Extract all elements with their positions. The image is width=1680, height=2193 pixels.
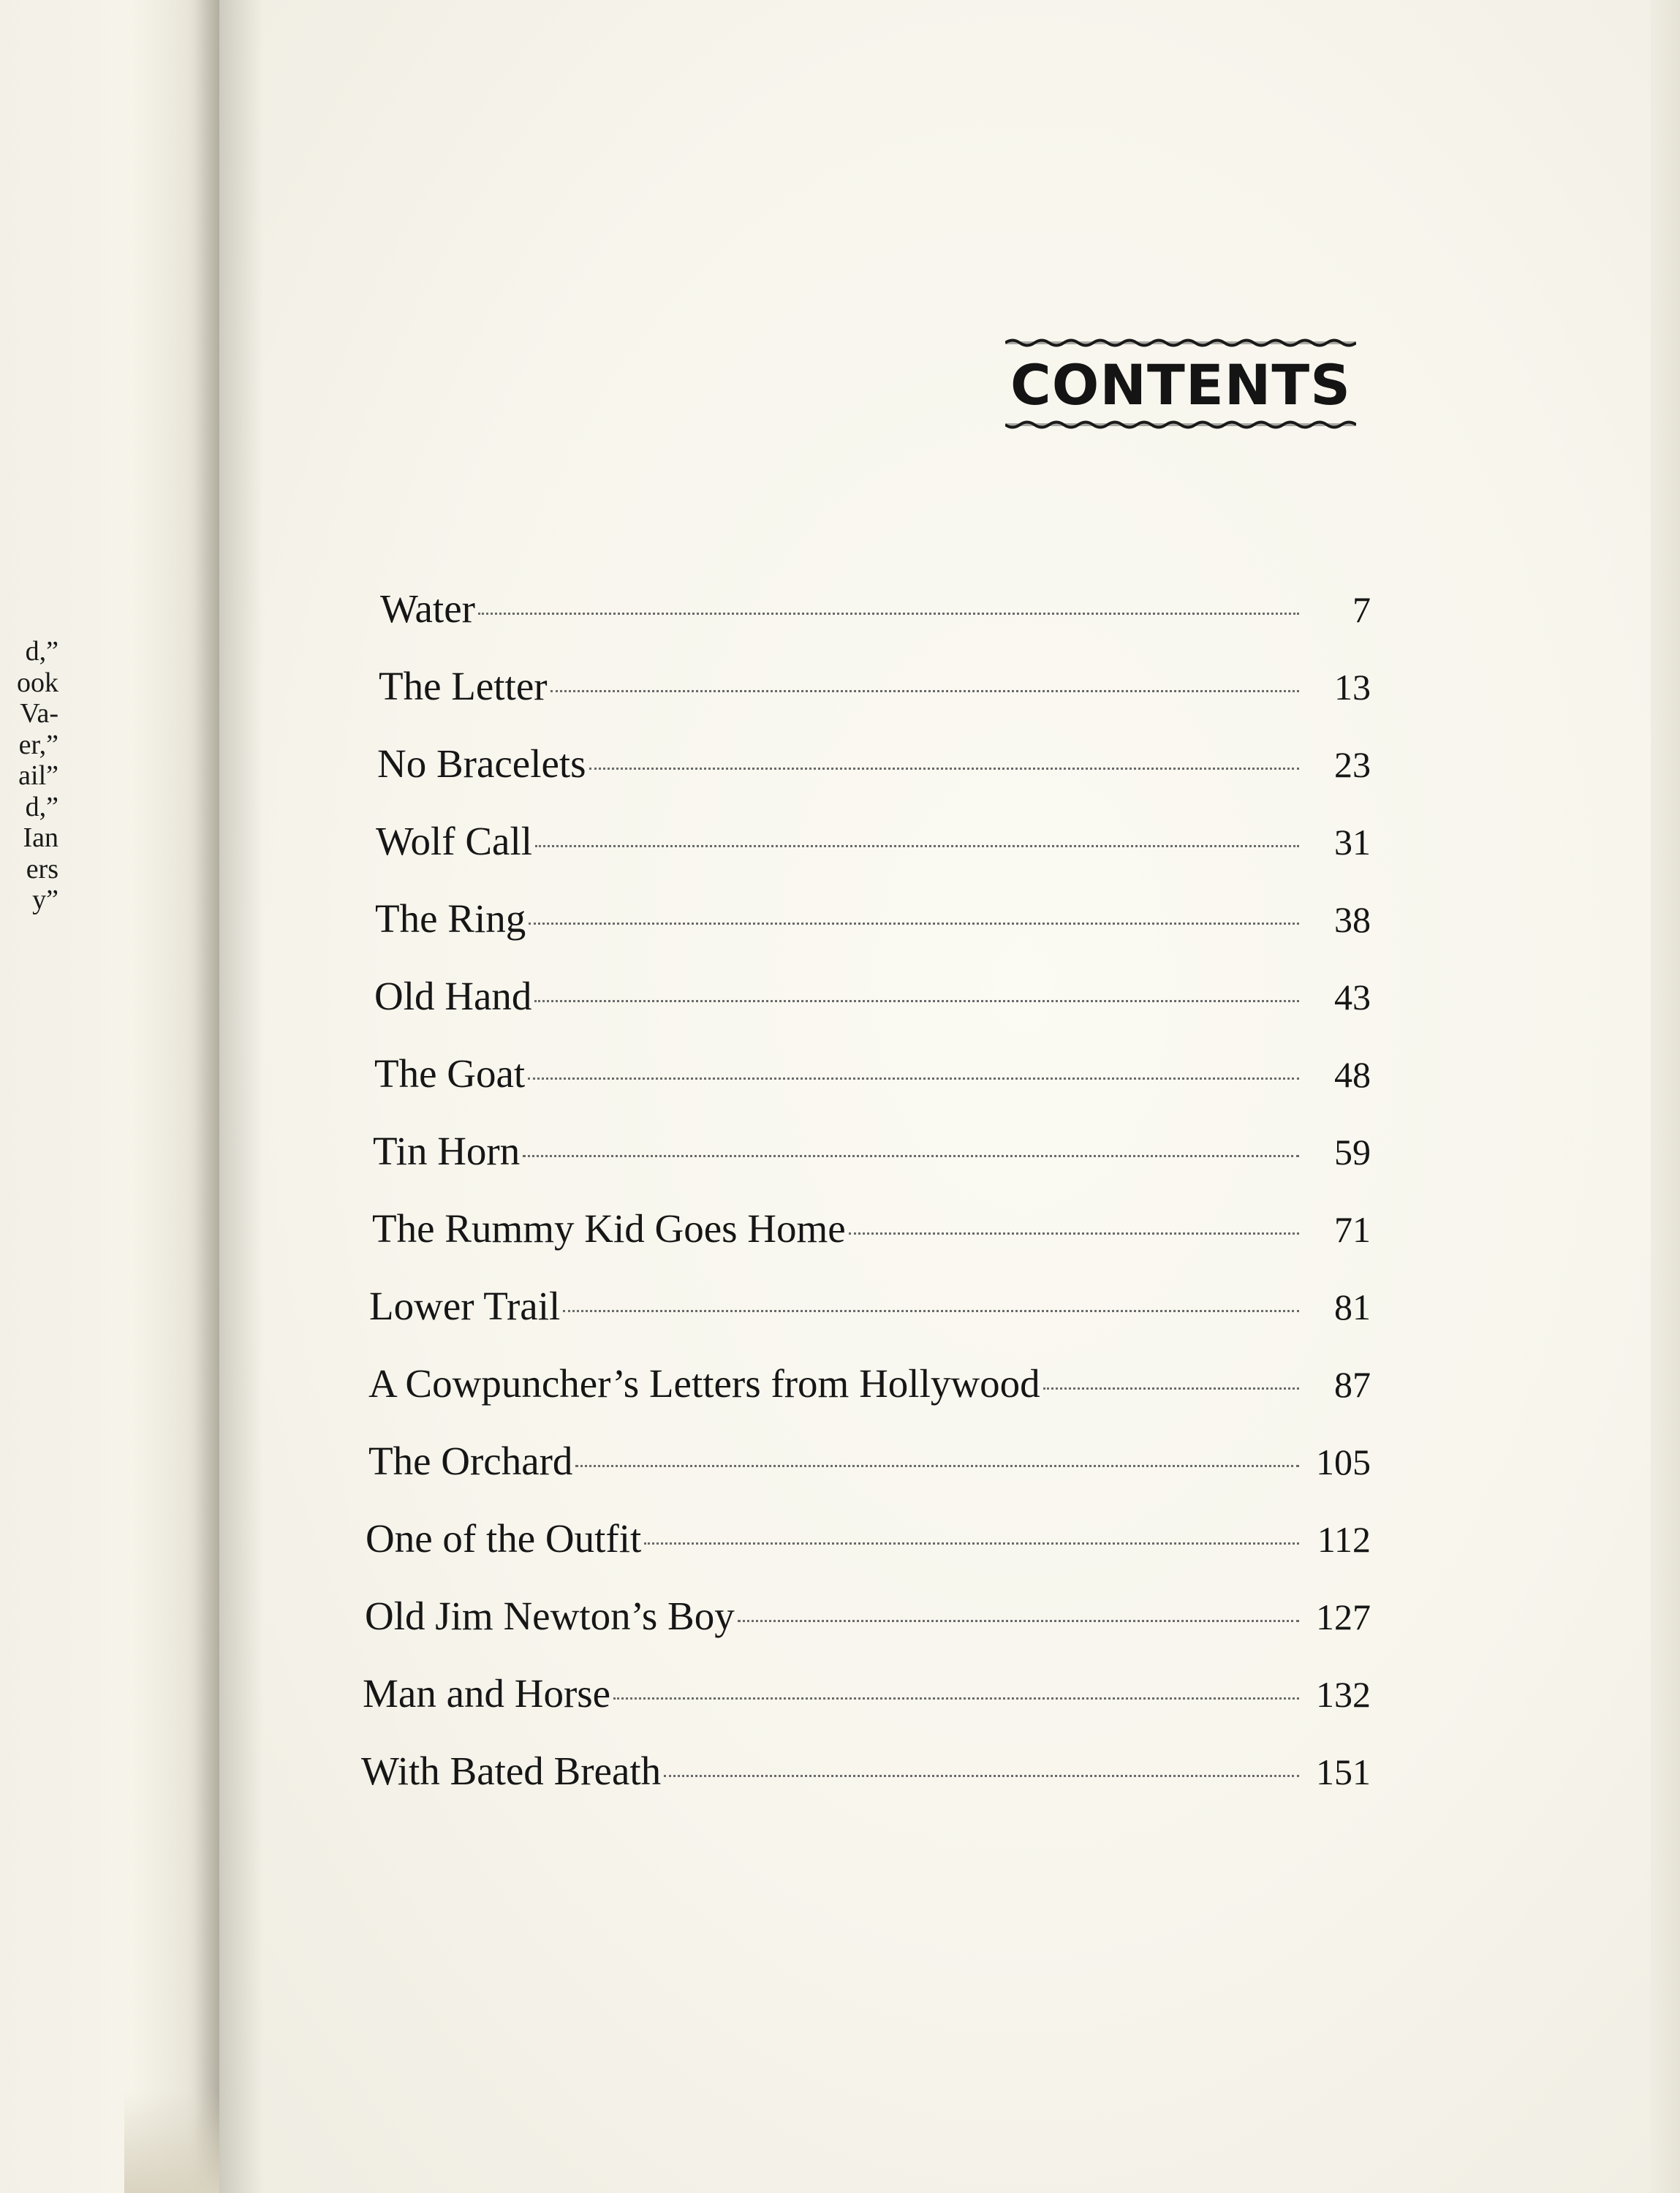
toc-entry	[377, 738, 1371, 816]
left-line: y”	[32, 885, 58, 915]
dot-leader	[529, 922, 1299, 925]
toc-entry-page: 105	[1316, 1442, 1371, 1482]
dot-leader	[738, 1619, 1299, 1622]
left-line: ers	[26, 853, 58, 885]
toc-entry-page: 7	[1352, 589, 1371, 630]
toc-entry-title: Old Hand	[374, 974, 532, 1018]
toc-entry-title: Lower Trail	[369, 1284, 561, 1328]
toc-entry-title: One of the Outfit	[366, 1516, 642, 1561]
dot-leader	[523, 1154, 1299, 1157]
toc-entry	[376, 816, 1371, 893]
toc-entry-page: 31	[1334, 822, 1371, 863]
toc-entry	[368, 1358, 1371, 1436]
toc-entry	[368, 1436, 1371, 1513]
dot-leader	[644, 1542, 1299, 1545]
toc-entry-page: 59	[1334, 1132, 1371, 1173]
toc-entry-title: No Bracelets	[377, 741, 586, 786]
toc-entry-page: 48	[1334, 1054, 1371, 1095]
dot-leader	[589, 767, 1299, 770]
dot-leader	[563, 1309, 1299, 1312]
toc-entry	[372, 1203, 1371, 1281]
toc-entry-page: 151	[1316, 1751, 1371, 1792]
page-edge-shadow	[194, 0, 219, 2193]
toc-entry-page: 38	[1334, 899, 1371, 940]
ornament-rule-bottom	[1005, 420, 1356, 430]
toc-entry-title: A Cowpuncher’s Letters from Hollywood	[368, 1361, 1040, 1406]
toc-entry-title: Old Jim Newton’s Boy	[365, 1594, 735, 1638]
toc-entry	[374, 1048, 1371, 1126]
left-line: d,”	[25, 636, 58, 667]
gutter-shadow	[219, 0, 263, 2193]
worn-corner	[124, 2091, 219, 2193]
dot-leader	[575, 1464, 1299, 1467]
toc-entry-page: 81	[1334, 1287, 1371, 1327]
toc-entry	[361, 1746, 1371, 1823]
toc-entry-page: 112	[1317, 1519, 1371, 1560]
toc-entry-title: Wolf Call	[376, 819, 533, 863]
dot-leader	[613, 1697, 1299, 1700]
toc-entry	[363, 1668, 1371, 1746]
toc-entry-title: The Orchard	[368, 1439, 573, 1483]
dot-leader	[534, 999, 1299, 1002]
toc-entry-title: The Goat	[374, 1051, 526, 1096]
toc-entry-title: Man and Horse	[363, 1671, 611, 1716]
toc-entry	[369, 1281, 1371, 1358]
dot-leader	[528, 1077, 1299, 1080]
toc-entry-page: 13	[1334, 667, 1371, 708]
toc-entry	[366, 1513, 1371, 1591]
toc-entry-page: 87	[1334, 1364, 1371, 1405]
page-edge	[1651, 0, 1680, 2193]
toc-entry-title: The Letter	[379, 664, 548, 708]
toc-entry	[373, 1126, 1371, 1203]
dot-leader	[550, 689, 1299, 692]
left-line: ail”	[18, 760, 58, 791]
left-page	[0, 0, 219, 2193]
toc-entry-page: 132	[1316, 1674, 1371, 1715]
toc-entry-title: Tin Horn	[373, 1129, 521, 1173]
contents-heading	[1005, 338, 1356, 433]
toc-entry-title: The Rummy Kid Goes Home	[372, 1206, 846, 1251]
left-line: Ian	[23, 822, 58, 853]
dot-leader	[664, 1774, 1299, 1777]
left-line: er,”	[18, 729, 58, 760]
toc-entry-title: Water	[380, 586, 475, 631]
page-title: CONTENTS	[1010, 352, 1351, 417]
toc-entry-title: With Bated Breath	[361, 1749, 662, 1793]
toc-entry-page: 71	[1334, 1209, 1371, 1250]
toc-entry-page: 43	[1334, 977, 1371, 1018]
toc-entry	[380, 583, 1371, 661]
left-line: Va-	[20, 698, 58, 729]
toc-entry-title: The Ring	[375, 896, 526, 941]
ornament-rule-top	[1005, 338, 1356, 348]
toc-entry	[365, 1591, 1371, 1668]
left-line: ook	[17, 667, 58, 698]
left-page-text	[0, 636, 58, 916]
left-line: d,”	[25, 791, 58, 822]
dot-leader	[849, 1232, 1299, 1235]
toc-entry	[375, 893, 1371, 971]
toc-entry	[374, 971, 1371, 1048]
dot-leader	[478, 612, 1299, 615]
table-of-contents	[358, 583, 1371, 1823]
dot-leader	[535, 844, 1299, 847]
toc-entry-page: 127	[1316, 1597, 1371, 1637]
toc-entry	[379, 661, 1371, 738]
dot-leader	[1043, 1387, 1299, 1390]
toc-entry-page: 23	[1334, 744, 1371, 785]
